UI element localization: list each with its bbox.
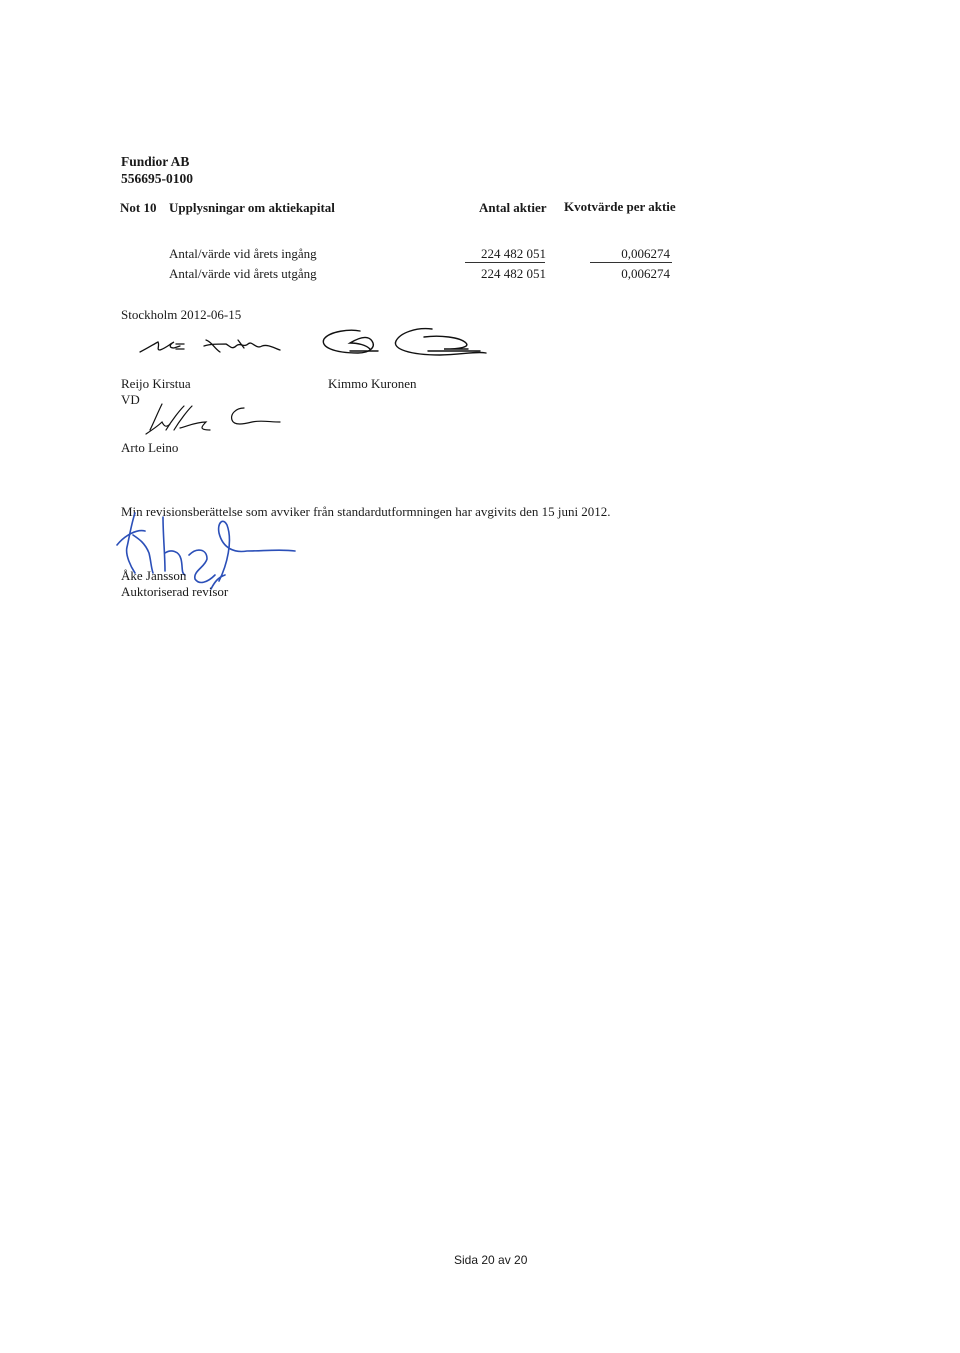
signatory-name: Arto Leino <box>121 440 179 455</box>
signature-arto-leino <box>140 400 290 440</box>
auditor-name: Åke Jansson <box>121 568 187 583</box>
table-divider <box>465 262 545 263</box>
column-header-kvotvarde: Kvotvärde per aktie <box>564 199 676 214</box>
page-number: Sida 20 av 20 <box>454 1253 528 1267</box>
company-name: Fundior AB <box>121 154 190 169</box>
note-label: Not 10 <box>120 200 157 215</box>
table-cell-kvotvarde: 0,006274 <box>621 246 670 261</box>
table-row-label: Antal/värde vid årets utgång <box>169 266 317 281</box>
signatory-name: Kimmo Kuronen <box>328 376 417 391</box>
audit-statement: Min revisionsberättelse som avviker från standardutformningen har avgivits den 15 juni 2012. <box>121 504 611 519</box>
table-cell-antal-aktier: 224 482 051 <box>481 246 546 261</box>
org-number: 556695-0100 <box>121 171 193 186</box>
signatory-name: Reijo Kirstua <box>121 376 191 391</box>
table-row-label: Antal/värde vid årets ingång <box>169 246 317 261</box>
signature-kimmo-kuronen <box>320 325 490 360</box>
auditor-title: Auktoriserad revisor <box>121 584 229 599</box>
column-header-antal-aktier: Antal aktier <box>479 200 547 215</box>
place-date: Stockholm 2012-06-15 <box>121 307 242 322</box>
signatory-role: VD <box>121 392 140 407</box>
signature-reijo-kirstua <box>140 330 290 360</box>
table-cell-antal-aktier: 224 482 051 <box>481 266 546 281</box>
table-cell-kvotvarde: 0,006274 <box>621 266 670 281</box>
note-title: Upplysningar om aktiekapital <box>169 200 335 215</box>
table-divider <box>590 262 672 263</box>
